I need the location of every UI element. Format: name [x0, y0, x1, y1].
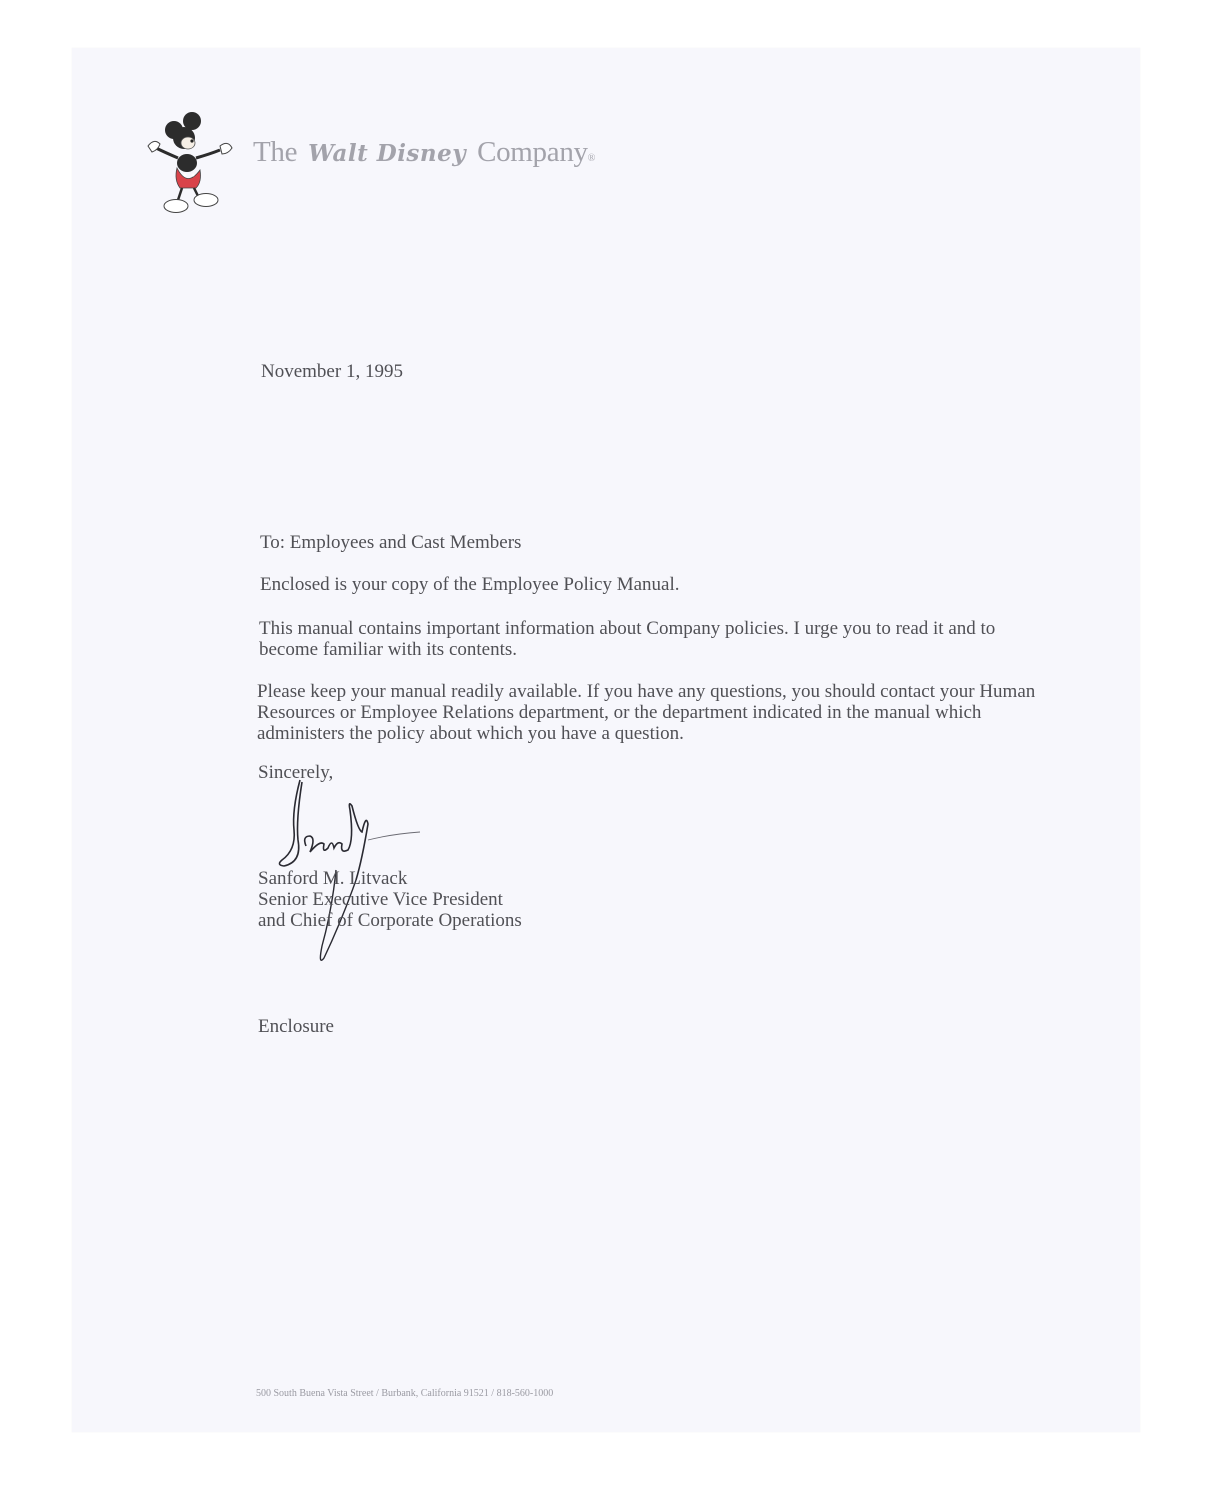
footer-address: 500 South Buena Vista Street / Burbank, California 91521 / 818-560-1000	[256, 1388, 554, 1399]
enclosure-note: Enclosure	[258, 1016, 334, 1037]
company-brand: Walt Disney	[308, 140, 467, 167]
signer-name: Sanford M. Litvack	[258, 868, 408, 889]
letter-paragraph-2: This manual contains important information about Company policies. I urge you to read it and to become familiar with its contents.	[259, 618, 996, 660]
company-prefix: The	[253, 136, 298, 168]
company-suffix: Company	[477, 136, 588, 168]
letter-paragraph-3: Please keep your manual readily available. If you have any questions, you should contact your Human Resources or Employee Relations department, or the department indicated in the manual which administers the policy about which you have a question.	[257, 681, 1036, 744]
signer-block	[258, 868, 522, 931]
letter-salutation: To: Employees and Cast Members	[260, 532, 522, 553]
letter-closing: Sincerely,	[258, 762, 334, 783]
signer-title-2: and Chief of Corporate Operations	[258, 910, 522, 931]
company-name	[253, 136, 595, 169]
letterhead	[140, 108, 640, 218]
registered-mark: ®	[587, 153, 596, 164]
letter-date: November 1, 1995	[261, 361, 403, 382]
letter-paragraph-1: Enclosed is your copy of the Employee Policy Manual.	[260, 574, 680, 595]
signer-title-1: Senior Executive Vice President	[258, 889, 503, 910]
mickey-mouse-icon	[140, 108, 240, 218]
